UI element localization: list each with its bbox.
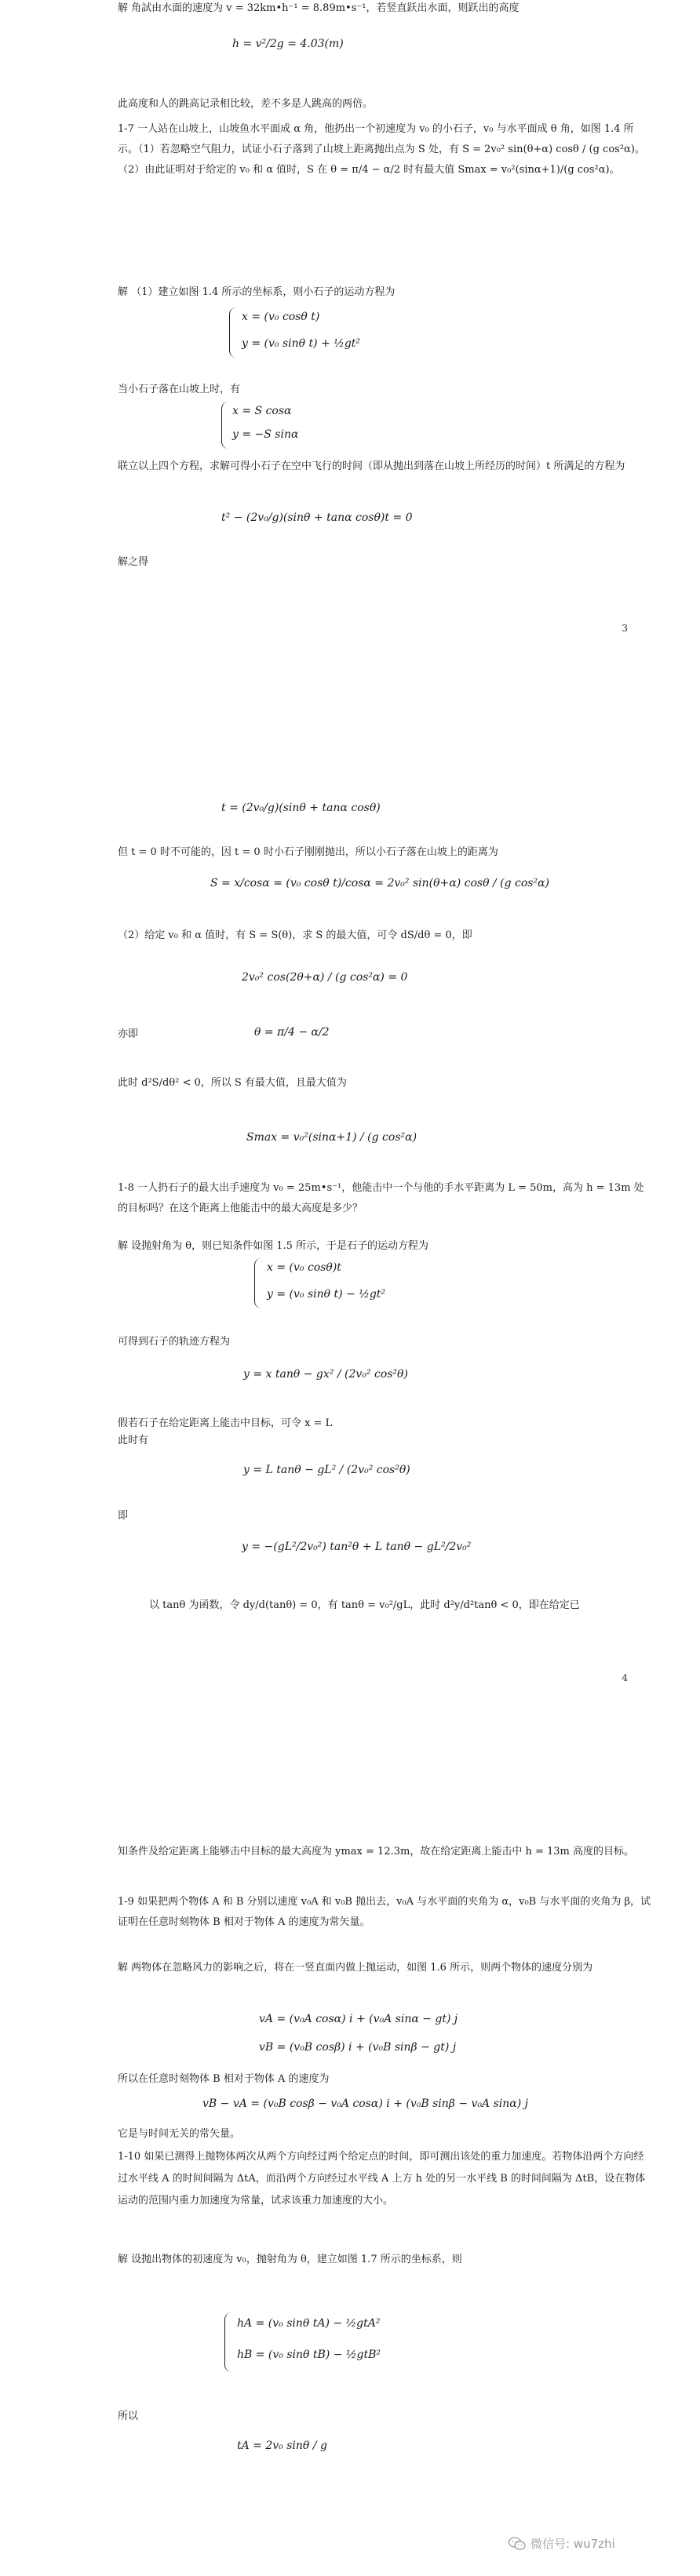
problem-1-10: 1-10 如果已测得上抛物体两次从两个方向经过两个给定点的时间，即可测出该处的重力加速度。若物体沿两个方向经过水平线 A 的时间间隔为 ΔtA，而沿两个方向经过水平线 A 上方 h 处的另一水平线 B 的时间间隔为 ΔtB，设在物体运动的范围内重力加速度为常量，试求该重力加速度的大小。 [118,2151,646,2207]
text-landing: 当小石子落在山坡上时，有 [118,384,241,395]
equation-m2-y: y = (v₀ sinθ t) − ½gt² [267,1288,386,1301]
equation-trajectory: y = x tanθ − gx² / (2v₀² cos²θ) [243,1368,408,1381]
text-solve: 解之得 [118,556,149,568]
brace-heights [224,2312,232,2372]
page-number-3: 3 [622,623,628,634]
equation-t-solution: t = (2v₀/g)(sinθ + tanα cosθ) [221,802,381,814]
wechat-icon [509,2537,526,2551]
equation-derivative: 2v₀² cos(2θ+α) / (g cos²α) = 0 [242,971,408,984]
equation-ta: tA = 2v₀ sinθ / g [237,2440,327,2452]
text-conclusion-1-8: 知条件及给定距离上能够击中目标的最大高度为 ymax = 12.3m，故在给定距离上能击中 h = 13m 高度的目标。 [118,1846,634,1857]
equation-tan: y = −(gL²/2v₀²) tan²θ + L tanθ − gL²/2v₀² [242,1541,472,1553]
solution-1-10: 解 设抛出物体的初速度为 v₀，抛射角为 θ，建立如图 1.7 所示的坐标系，则 [118,2254,462,2265]
text-also: 亦即 [118,1028,139,1040]
text-now: 此时有 [118,1435,149,1446]
text-ji: 即 [118,1510,129,1522]
equation-land-y: y = −S sinα [232,428,299,441]
text-relative: 所以在任意时刻物体 B 相对于物体 A 的速度为 [118,2073,330,2085]
equation-ha: hA = (v₀ sinθ tA) − ½gtA² [237,2317,381,2330]
equation-m2-x: x = (v₀ cosθ)t [267,1261,341,1274]
solution-1-7: 解 （1）建立如图 1.4 所示的坐标系，则小石子的运动方程为 [118,286,396,298]
wechat-watermark [509,2535,615,2552]
text-max-condition: 以 tanθ 为函数，令 dy/d(tanθ) = 0，有 tanθ = v₀²/gL，此时 d²y/d²tanθ < 0，即在给定已 [149,1599,580,1611]
equation-va: vA = (v₀A cosα) i + (v₀A sinα − gt) j [259,2013,458,2025]
watermark-label: 微信号: wu7zhi [530,2537,615,2551]
equation-motion-y: y = (v₀ sinθ t) + ½gt² [242,337,361,350]
equation-vb: vB = (v₀B cosβ) i + (v₀B sinβ − gt) j [259,2041,457,2054]
page-number-4: 4 [622,1672,628,1683]
text-hit: 假若石子在给定距离上能击中目标，可令 x = L [118,1417,333,1429]
text-second-derivative: 此时 d²S/dθ² < 0，所以 S 有最大值，且最大值为 [118,1077,347,1089]
equation-land-x: x = S cosα [232,405,292,417]
text-t-zero: 但 t = 0 时不可能的，因 t = 0 时小石子刚刚抛出，所以小石子落在山坡上的距离为 [118,846,498,858]
problem-1-7: 1-7 一人站在山坡上，山坡鱼水平面成 α 角，他扔出一个初速度为 v₀ 的小石子，v₀ 与水平面成 θ 角，如图 1.4 所示。（1）若忽略空气阻力，试证小石子落到了山坡上距离抛出点为 S 处，有 S = 2v₀² sin(θ+α) cosθ / (g cos²α)。（2）由此证明对于给定的 v₀ 和 α 值时，S 在 θ = π/4 − α/2 时有最大值 Smax = v₀²(sinα+1)/(g cos²α)。 [118,123,645,176]
brace-landing [221,402,228,449]
equation-t-quadratic: t² − (2v₀/g)(sinθ + tanα cosθ)t = 0 [221,511,413,524]
equation-height: h = v²/2g = 4.03(m) [232,38,344,50]
equation-hb: hB = (v₀ sinθ tB) − ½gtB² [237,2349,381,2361]
equation-hit: y = L tanθ − gL² / (2v₀² cos²θ) [243,1464,410,1476]
text-part-2: （2）给定 v₀ 和 α 值时，有 S = S(θ)，求 S 的最大值，可令 dS/dθ = 0，即 [118,930,472,941]
brace-motion [229,307,236,358]
text-line-intro [118,0,651,17]
equation-theta: θ = π/4 − α/2 [254,1026,330,1039]
text-so: 所以 [118,2410,139,2422]
brace-motion-2 [254,1258,261,1308]
equation-distance: S = x/cosα = (v₀ cosθ t)/cosα = 2v₀² sin(θ+α) cosθ / (g cos²α) [210,877,549,890]
solution-1-8: 解 设抛射角为 θ，则已知条件如图 1.5 所示，于是石子的运动方程为 [118,1240,429,1252]
text-trajectory: 可得到石子的轨迹方程为 [118,1336,231,1348]
solution-1-9: 解 两物体在忽略风力的影响之后，将在一竖直面内做上抛运动，如图 1.6 所示，则两个物体的速度分别为 [118,1962,593,1974]
problem-1-9: 1-9 如果把两个物体 A 和 B 分别以速度 v₀A 和 v₀B 抛出去，v₀A 与水平面的夹角为 α，v₀B 与水平面的夹角为 β，试证明在任意时刻物体 B 相对于物体 A 的速度为常矢量。 [118,1896,651,1928]
text-joint: 联立以上四个方程，求解可得小石子在空中飞行的时间（即从抛出到落在山坡上所经历的时间）t 所满足的方程为 [118,460,625,472]
problem-1-8: 1-8 一人扔石子的最大出手速度为 v₀ = 25m•s⁻¹，他能击中一个与他的手水平距离为 L = 50m，高为 h = 13m 处的目标吗？在这个距离上他能击中的最大高度是多少？ [118,1182,644,1214]
equation-smax: Smax = v₀²(sinα+1) / (g cos²α) [246,1131,417,1144]
text-compare: 此高度和人的跳高记录相比较，差不多是人跳高的两倍。 [118,98,374,110]
intro-text: 解 角試由水面的速度为 v = 32km•h⁻¹ = 8.89m•s⁻¹，若竖直跃出水面，则跃出的高度 [118,2,520,14]
equation-relative: vB − vA = (v₀B cosβ − v₀A cosα) i + (v₀B sinβ − v₀A sinα) j [202,2098,528,2110]
equation-motion-x: x = (v₀ cosθ t) [242,311,320,323]
text-constant: 它是与时间无关的常矢量。 [118,2128,241,2140]
